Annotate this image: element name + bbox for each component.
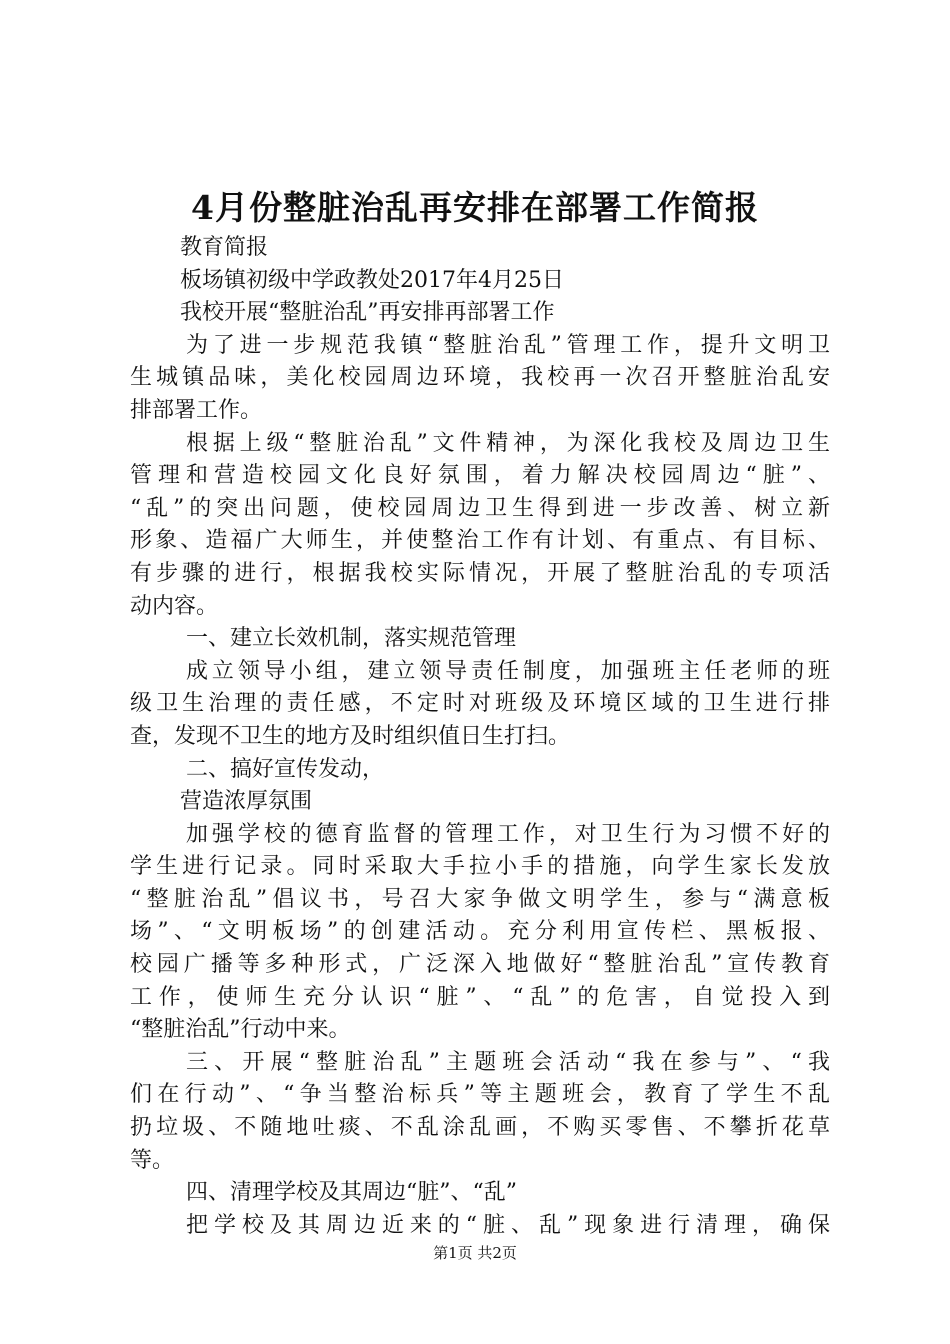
text-line: 排部署工作。 xyxy=(130,397,263,423)
text-line: 把学校及其周边近来的“脏、乱”现象进行清理，确保 xyxy=(186,1212,830,1238)
document-title: 4月份整脏治乱再安排在部署工作简报 xyxy=(191,188,759,227)
section-heading: 二、搞好宣传发动， xyxy=(186,756,385,782)
text-line: 生城镇品味，美化校园周边环境，我校再一次召开整脏治乱安 xyxy=(130,365,830,391)
section-heading: 一、建立长效机制，落实规范管理 xyxy=(186,626,517,652)
text-line: 为了进一步规范我镇“整脏治乱”管理工作，提升文明卫 xyxy=(186,332,830,358)
text-line: “整脏治乱”倡议书，号召大家争做文明学生，参与“满意板 xyxy=(130,886,830,912)
text-line: 等。 xyxy=(130,1147,175,1173)
text-line: 们在行动”、“争当整治标兵”等主题班会，教育了学生不乱 xyxy=(130,1082,830,1108)
text-line: 学生进行记录。同时采取大手拉小手的措施，向学生家长发放 xyxy=(130,854,830,880)
text-line: 我校开展“整脏治乱”再安排再部署工作 xyxy=(180,300,555,326)
text-line: 教育简报 xyxy=(180,235,269,260)
text-line: 动内容。 xyxy=(130,593,219,619)
text-line: 校园广播等多种形式，广泛深入地做好“整脏治乱”宣传教育 xyxy=(130,952,830,978)
section-heading: 四、清理学校及其周边“脏”、“乱” xyxy=(186,1180,517,1206)
text-line: 成立领导小组，建立领导责任制度，加强班主任老师的班 xyxy=(186,658,830,684)
text-line: “乱”的突出问题，使校园周边卫生得到进一步改善、树立新 xyxy=(130,495,830,521)
text-line: 加强学校的德育监督的管理工作，对卫生行为习惯不好的 xyxy=(186,821,830,847)
section-heading: 三、开展“整脏治乱”主题班会活动“我在参与”、“我 xyxy=(186,1049,830,1075)
text-line: 查，发现不卫生的地方及时组织值日生打扫。 xyxy=(130,723,571,749)
text-line: “整脏治乱”行动中来。 xyxy=(130,1017,351,1043)
text-line: 管理和营造校园文化良好氛围，着力解决校园周边“脏”、 xyxy=(130,463,830,489)
page-number-footer: 第1页 共2页 xyxy=(433,1244,517,1262)
text-line: 扔垃圾、不随地吐痰、不乱涂乱画，不购买零售、不攀折花草 xyxy=(130,1115,830,1141)
section-heading: 营造浓厚氛围 xyxy=(180,789,313,815)
text-line: 级卫生治理的责任感，不定时对班级及环境区域的卫生进行排 xyxy=(130,691,830,717)
document-body xyxy=(130,232,830,1242)
text-line: 有步骤的进行，根据我校实际情况，开展了整脏治乱的专项活 xyxy=(130,560,830,586)
text-line: 板场镇初级中学政教处2017年4月25日 xyxy=(180,267,564,293)
text-line: 根据上级“整脏治乱”文件精神，为深化我校及周边卫生 xyxy=(186,430,830,456)
text-line: 场”、“文明板场”的创建活动。充分利用宣传栏、黑板报、 xyxy=(130,919,830,945)
text-line: 工作，使师生充分认识“脏”、“乱”的危害，自觉投入到 xyxy=(130,984,830,1010)
text-line: 形象、造福广大师生，并使整治工作有计划、有重点、有目标、 xyxy=(130,528,830,554)
